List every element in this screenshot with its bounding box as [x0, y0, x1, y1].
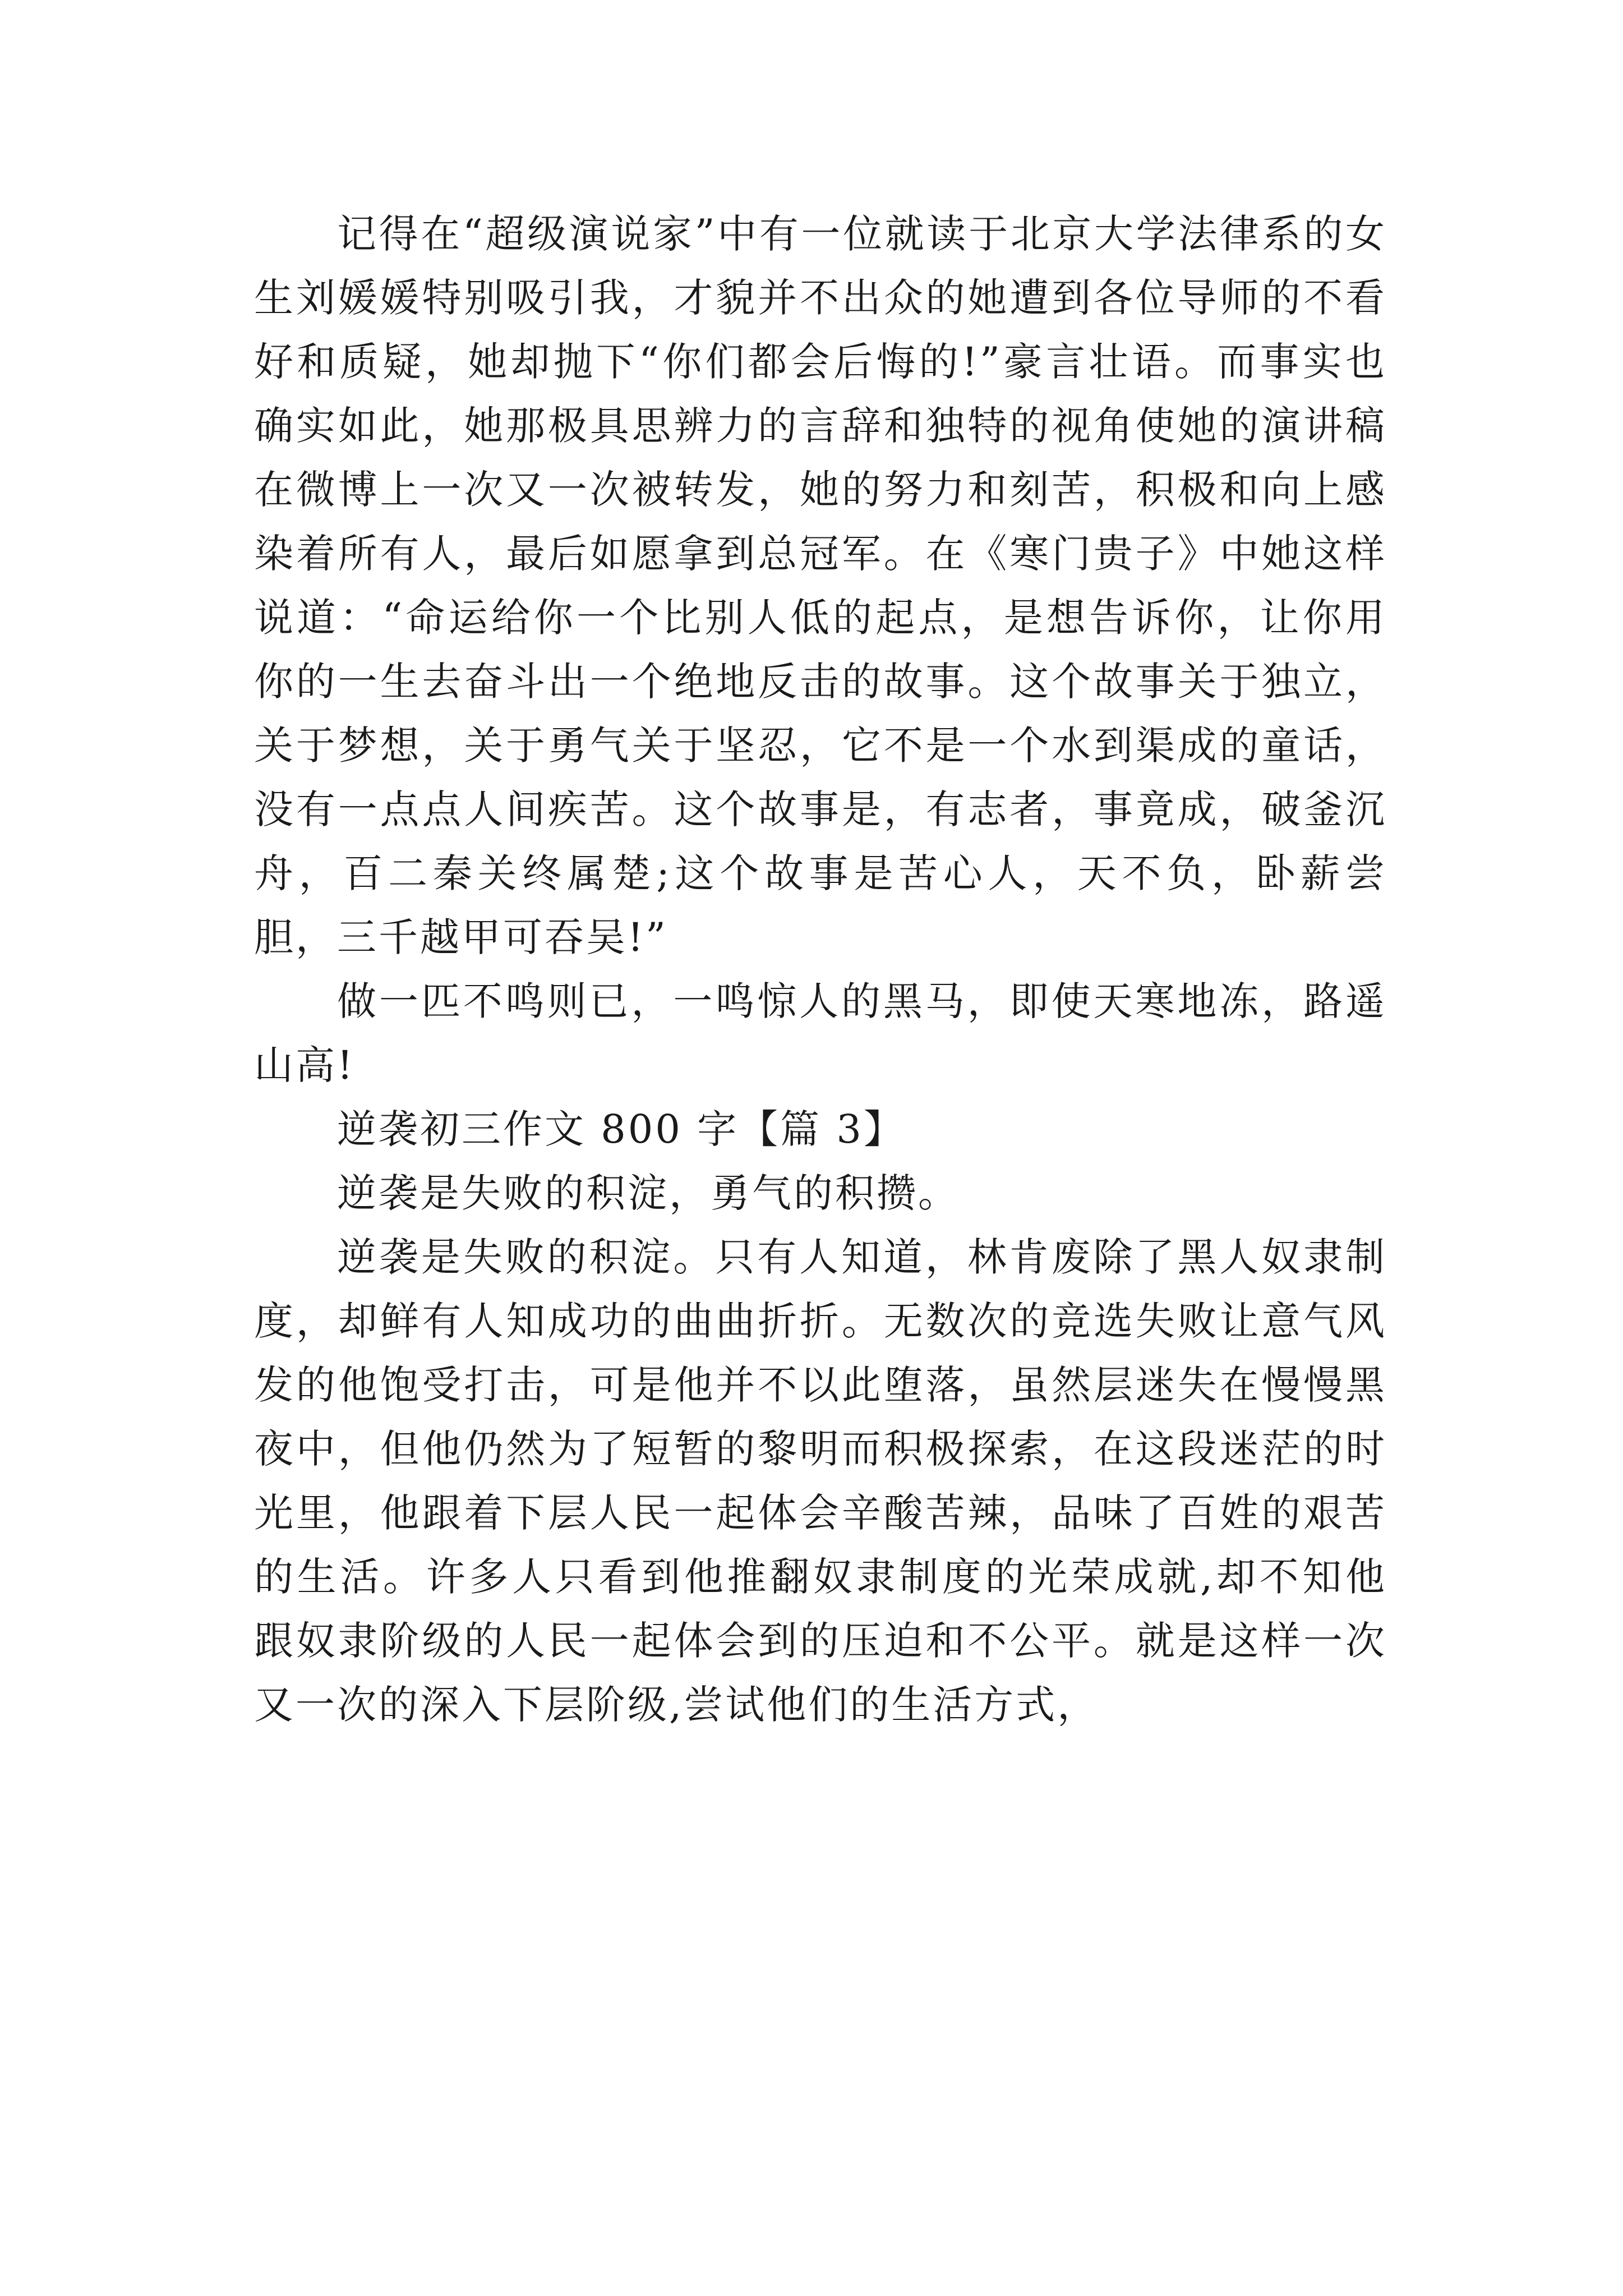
section-heading: 逆袭初三作文 800 字【篇 3】 [337, 1106, 905, 1152]
paragraph-thesis: 逆袭是失败的积淀，勇气的积攒。 [337, 1170, 960, 1216]
document-body [254, 202, 1387, 1737]
paragraph-dark-horse: 做一匹不鸣则已，一鸣惊人的黑马，即使天寒地冻，路遥山高! [254, 978, 1387, 1088]
paragraph-liu-yuanyuan: 记得在“超级演说家”中有一位就读于北京大学法律系的女生刘媛媛特别吸引我，才貌并不出众的她遭到各位导师的不看好和质疑，她却抛下“你们都会后悔的!”豪言壮语。而事实也确实如此，她那极具思辨力的言辞和独特的视角使她的演讲稿在微博上一次又一次被转发，她的努力和刻苦，积极和向上感染着所有人，最后如愿拿到总冠军。在《寒门贵子》中她这样说道：“命运给你一个比别人低的起点，是想告诉你，让你用你的一生去奋斗出一个绝地反击的故事。这个故事关于独立，关于梦想，关于勇气关于坚忍，它不是一个水到渠成的童话，没有一点点人间疾苦。这个故事是，有志者，事竟成，破釜沉舟，百二秦关终属楚;这个故事是苦心人，天不负，卧薪尝胆，三千越甲可吞吴!” [254, 211, 1387, 960]
paragraph-lincoln: 逆袭是失败的积淀。只有人知道，林肯废除了黑人奴隶制度，却鲜有人知成功的曲曲折折。无数次的竞选失败让意气风发的他饱受打击，可是他并不以此堕落，虽然层迷失在慢慢黑夜中，但他仍然为了短暂的黎明而积极探索，在这段迷茫的时光里，他跟着下层人民一起体会辛酸苦辣，品味了百姓的艰苦的生活。许多人只看到他推翻奴隶制度的光荣成就,却不知他跟奴隶阶级的人民一起体会到的压迫和不公平。就是这样一次又一次的深入下层阶级,尝试他们的生活方式， [254, 1234, 1387, 1728]
